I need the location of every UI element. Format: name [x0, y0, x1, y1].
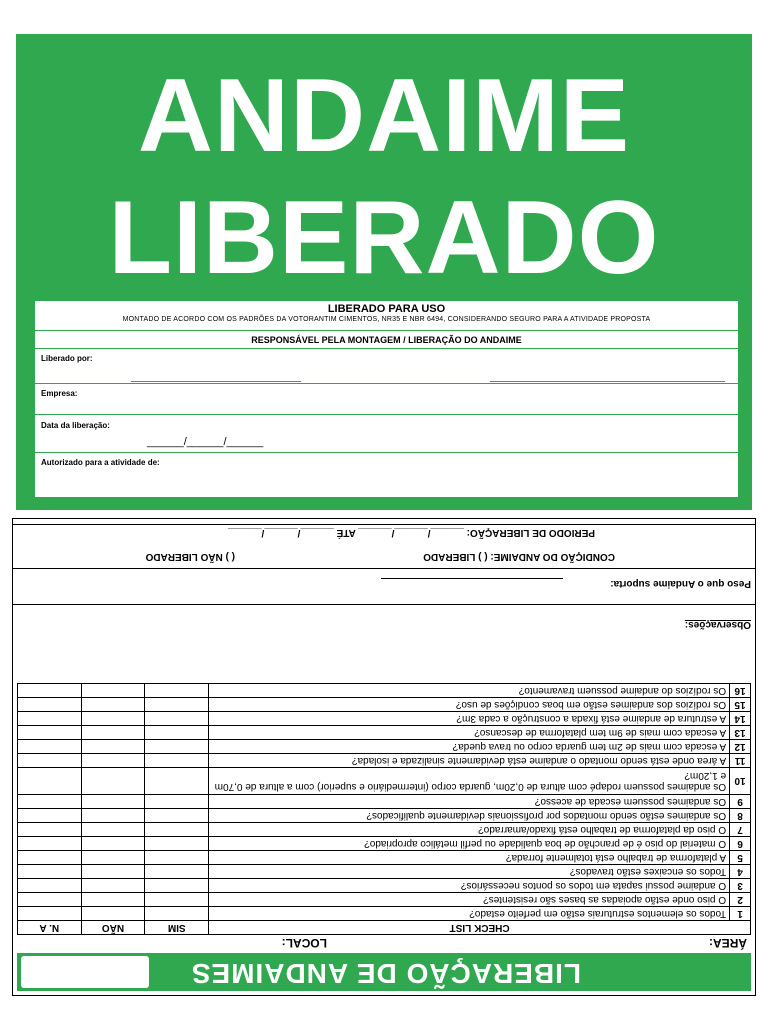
checklist-row [18, 865, 751, 879]
check-cell-na[interactable] [18, 851, 82, 865]
logo-box [21, 956, 149, 988]
check-cell-sim[interactable] [145, 712, 209, 726]
area-label: ÁREA: [709, 936, 747, 950]
check-cell-nao[interactable] [81, 712, 145, 726]
check-cell-nao[interactable] [81, 865, 145, 879]
check-cell-nao[interactable] [81, 768, 145, 795]
check-cell-na[interactable] [18, 740, 82, 754]
check-cell-sim[interactable] [145, 684, 209, 698]
check-cell-nao[interactable] [81, 809, 145, 823]
release-period[interactable]: PERIODO DE LIBERAÇÃO: ______/______/______ ATÉ ______/______/______ [228, 527, 595, 538]
item-question: O andaime possui sapata em todos os pontos necessários? [209, 879, 730, 893]
check-cell-sim[interactable] [145, 865, 209, 879]
check-cell-sim[interactable] [145, 754, 209, 768]
check-cell-nao[interactable] [81, 851, 145, 865]
company-label: Empresa: [41, 389, 78, 398]
panel-subheading: MONTADO DE ACORDO COM OS PADRÕES DA VOTORANTIM CIMENTOS, NR35 E NBR 6494, CONSIDERANDO SEGURO PARA A ATIVIDADE PROPOSTA [122, 316, 651, 323]
sign-title-line1: ANDAIME [137, 58, 631, 174]
release-panel [35, 301, 738, 497]
check-cell-sim[interactable] [145, 698, 209, 712]
banner-title: LIBERAÇÃO DE ANDAIMES [190, 958, 581, 989]
col-na: N. A [18, 921, 82, 935]
weight-field[interactable] [381, 578, 563, 579]
andaime-liberado-sign [16, 34, 752, 510]
check-cell-na[interactable] [18, 768, 82, 795]
check-cell-sim[interactable] [145, 851, 209, 865]
item-number: 4 [730, 865, 751, 879]
check-cell-na[interactable] [18, 726, 82, 740]
checklist-row [18, 726, 751, 740]
weight-label: Peso que o Andaime suporta: [610, 578, 751, 589]
check-cell-na[interactable] [18, 879, 82, 893]
item-question: Os rodízios dos andaimes estão em boas condições de uso? [209, 698, 730, 712]
item-question: A escada com mais de 2m tem guarda corpo ou trava queda? [209, 740, 730, 754]
check-cell-na[interactable] [18, 865, 82, 879]
check-cell-na[interactable] [18, 823, 82, 837]
checklist-table [17, 683, 751, 935]
item-number: 16 [730, 684, 751, 698]
check-cell-nao[interactable] [81, 823, 145, 837]
checklist-row [18, 768, 751, 795]
item-number: 15 [730, 698, 751, 712]
item-question: Todos os encaixes estão travados? [209, 865, 730, 879]
item-number: 13 [730, 726, 751, 740]
check-cell-sim[interactable] [145, 837, 209, 851]
check-cell-na[interactable] [18, 754, 82, 768]
condition-released[interactable]: CONDIÇÃO DO ANDAIME: ( ) LIBERADO [423, 551, 615, 562]
check-cell-sim[interactable] [145, 768, 209, 795]
item-question: A escada com mais de 9m tem plataforma de descanso? [209, 726, 730, 740]
item-question: Todos os elementos estruturais estão em perfeito estado? [209, 907, 730, 921]
item-question: O piso onde estão apoiadas as bases são resistentes? [209, 893, 730, 907]
item-number: 3 [730, 879, 751, 893]
observations-label: Observações: [684, 619, 751, 630]
checklist-row [18, 754, 751, 768]
local-label: LOCAL: [281, 936, 327, 950]
check-cell-na[interactable] [18, 684, 82, 698]
item-number: 11 [730, 754, 751, 768]
item-question: A plataforma de trabalho está totalmente forrada? [209, 851, 730, 865]
col-nao: NÃO [81, 921, 145, 935]
item-number: 2 [730, 893, 751, 907]
check-cell-nao[interactable] [81, 907, 145, 921]
checklist-row [18, 809, 751, 823]
item-number: 8 [730, 809, 751, 823]
checklist-banner [17, 953, 751, 991]
check-cell-nao[interactable] [81, 837, 145, 851]
checklist-row [18, 712, 751, 726]
check-cell-na[interactable] [18, 809, 82, 823]
checklist-row [18, 740, 751, 754]
check-cell-sim[interactable] [145, 907, 209, 921]
divider [35, 348, 738, 349]
check-cell-na[interactable] [18, 907, 82, 921]
check-cell-sim[interactable] [145, 740, 209, 754]
check-cell-sim[interactable] [145, 795, 209, 809]
checklist-row [18, 893, 751, 907]
checklist-row [18, 851, 751, 865]
divider [13, 604, 755, 605]
item-question: A área onde está sendo montado o andaime está devidamente sinalizada e isolada? [209, 754, 730, 768]
area-local-row [17, 934, 751, 951]
responsible-heading: RESPONSÁVEL PELA MONTAGEM / LIBERAÇÃO DO ANDAIME [251, 335, 522, 345]
scaffold-release-checklist [12, 518, 756, 996]
checklist-row [18, 698, 751, 712]
checklist-row [18, 837, 751, 851]
check-cell-sim[interactable] [145, 879, 209, 893]
item-number: 6 [730, 837, 751, 851]
check-cell-na[interactable] [18, 712, 82, 726]
release-date-label: Data da liberação: [41, 421, 110, 430]
item-question: Os andaimes possuem rodapé com altura de 0,20m, guarda corpo (intermediário e superior) com a altura de 0,70m e 1,20m? [209, 768, 730, 795]
divider [35, 414, 738, 415]
item-question: O piso da plataforma de trabalho está fixado/amarrado? [209, 823, 730, 837]
checklist-row [18, 684, 751, 698]
check-cell-nao[interactable] [81, 893, 145, 907]
released-by-label: Liberado por: [41, 354, 93, 363]
checklist-header-row [18, 921, 751, 935]
checklist-row [18, 823, 751, 837]
check-cell-na[interactable] [18, 698, 82, 712]
check-cell-nao[interactable] [81, 698, 145, 712]
release-date-field[interactable]: ______/______/______ [147, 436, 264, 448]
item-question: Os andaimes estão sendo montados por profissionais devidamente qualificados? [209, 809, 730, 823]
sign-title-line2: LIBERADO [108, 180, 660, 296]
item-number: 14 [730, 712, 751, 726]
checklist-row [18, 795, 751, 809]
item-number: 10 [730, 768, 751, 795]
divider [13, 524, 755, 525]
item-question: A estrutura de andaime está fixada a construção a cada 3m? [209, 712, 730, 726]
check-cell-sim[interactable] [145, 823, 209, 837]
check-cell-nao[interactable] [81, 795, 145, 809]
authorized-activity-label: Autorizado para a atividade de: [41, 458, 160, 467]
item-number: 5 [730, 851, 751, 865]
checklist-title: CHECK LIST [209, 921, 751, 935]
divider [13, 568, 755, 569]
check-cell-nao[interactable] [81, 684, 145, 698]
col-sim: SIM [145, 921, 209, 935]
check-cell-sim[interactable] [145, 893, 209, 907]
condition-not-released[interactable]: ( ) NÃO LIBERADO [145, 551, 235, 562]
check-cell-na[interactable] [18, 795, 82, 809]
check-cell-nao[interactable] [81, 726, 145, 740]
signature-line[interactable] [490, 381, 725, 382]
checklist-row [18, 879, 751, 893]
item-number: 7 [730, 823, 751, 837]
check-cell-na[interactable] [18, 893, 82, 907]
item-number: 12 [730, 740, 751, 754]
checklist-row [18, 907, 751, 921]
check-cell-nao[interactable] [81, 754, 145, 768]
panel-heading: LIBERADO PARA USO [327, 303, 446, 315]
divider [35, 330, 738, 331]
item-question: Os rodízios do andaime possuem travamento? [209, 684, 730, 698]
check-cell-sim[interactable] [145, 726, 209, 740]
item-question: Os andaimes possuem escada de acesso? [209, 795, 730, 809]
item-number: 1 [730, 907, 751, 921]
divider [35, 452, 738, 453]
item-number: 9 [730, 795, 751, 809]
item-question: O material do piso é de pranchão de boa qualidade ou perfil metálico apropriado? [209, 837, 730, 851]
check-cell-na[interactable] [18, 837, 82, 851]
check-cell-sim[interactable] [145, 809, 209, 823]
check-cell-nao[interactable] [81, 740, 145, 754]
check-cell-nao[interactable] [81, 879, 145, 893]
released-by-line[interactable] [131, 381, 301, 382]
divider [35, 383, 738, 384]
